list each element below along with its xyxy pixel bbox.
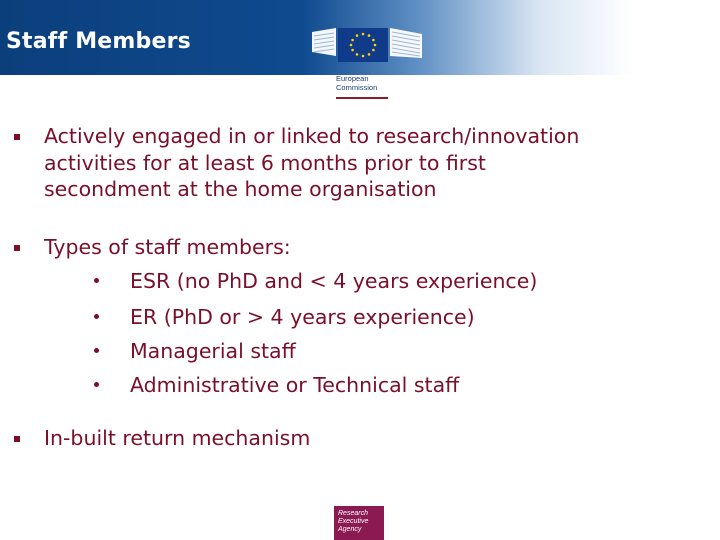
bullet-dot-icon — [94, 278, 99, 283]
bullet-dot-icon — [94, 382, 99, 387]
bullet-1-line3: secondment at the home organisation — [44, 177, 437, 201]
bullet-1-line2: activities for at least 6 months prior to first — [44, 150, 486, 175]
bullet-1-line1: Actively engaged in or linked to research/innovation — [44, 124, 580, 148]
sub-bullet-4-text: Administrative or Technical staff — [130, 373, 460, 397]
ec-logo-line1: European — [336, 74, 369, 83]
sub-bullet-2-text: ER (PhD or > 4 years experience) — [130, 305, 475, 329]
sub-bullet-1-text: ESR (no PhD and < 4 years experience) — [130, 269, 538, 293]
ec-logo-line2: Commission — [336, 83, 378, 92]
bullet-dot-icon — [94, 348, 99, 353]
rea-logo-line2: Executive — [338, 518, 369, 525]
bullet-2-label: Types of staff members: — [44, 235, 291, 259]
bullet-dot-icon — [94, 314, 99, 319]
sub-bullet-3-text: Managerial staff — [130, 339, 296, 363]
bullet-1-text — [44, 123, 579, 203]
bullet-3-text: In-built return mechanism — [44, 426, 311, 450]
slide-title: Staff Members — [6, 29, 191, 54]
bullet-square-icon — [14, 245, 20, 251]
bullet-square-icon — [14, 436, 20, 442]
rea-logo-line3: Agency — [338, 526, 362, 533]
research-executive-agency-logo — [334, 506, 384, 540]
rea-logo-line1: Research — [338, 510, 368, 517]
bullet-square-icon — [14, 134, 20, 140]
